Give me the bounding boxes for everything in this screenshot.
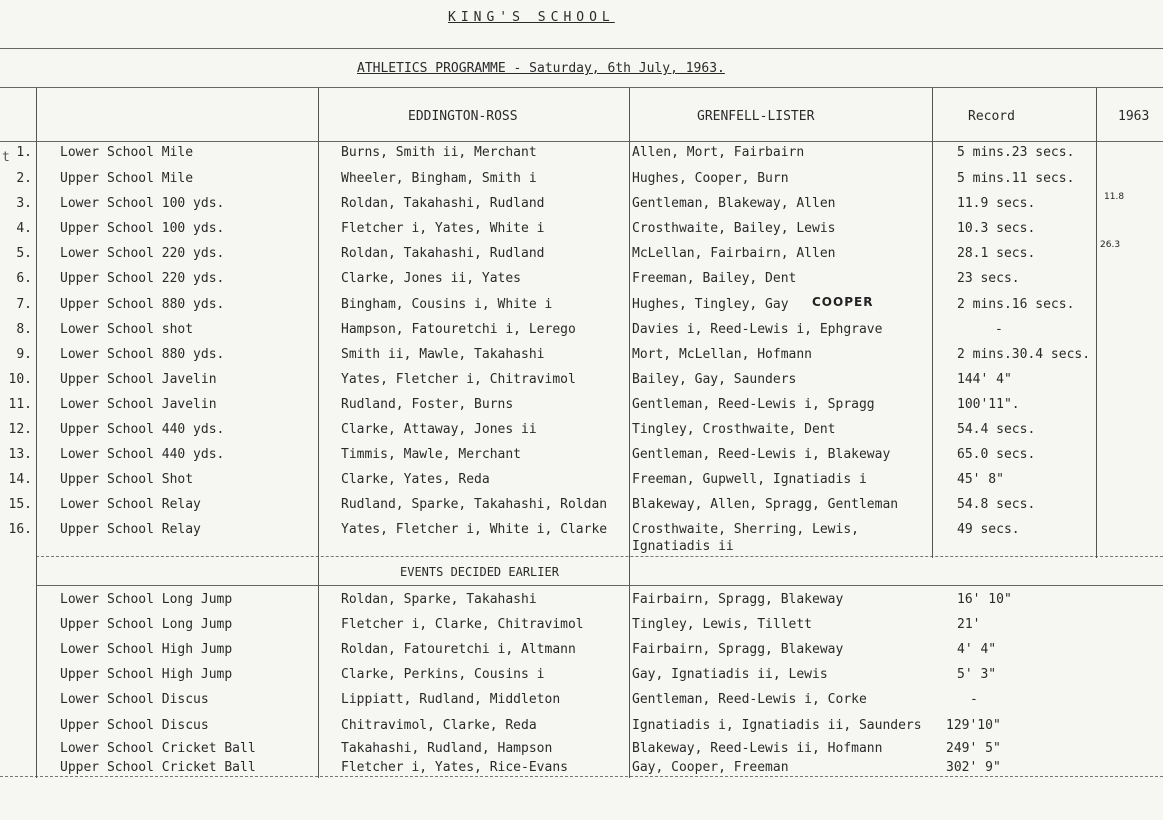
event-row — [0, 522, 1163, 556]
record-value: - — [995, 322, 1003, 337]
record-value: 45' 8" — [957, 472, 1004, 487]
grenfell-entrants: Tingley, Lewis, Tillett — [632, 617, 813, 632]
record-value: 54.4 secs. — [957, 422, 1036, 437]
event-name: Lower School High Jump — [60, 642, 233, 657]
event-row — [0, 322, 1163, 346]
event-name: Upper School 440 yds. — [60, 422, 225, 437]
event-name: Upper School Mile — [60, 171, 194, 186]
grenfell-entrants: Blakeway, Allen, Spragg, Gentleman — [632, 497, 899, 512]
event-number: 8. — [16, 322, 32, 337]
document-subtitle: ATHLETICS PROGRAMME - Saturday, 6th July, 1963. — [357, 61, 725, 76]
event-number: 12. — [8, 422, 32, 437]
grenfell-entrants: Gentleman, Blakeway, Allen — [632, 196, 836, 211]
event-row — [0, 246, 1163, 270]
grenfell-entrants: McLellan, Fairbairn, Allen — [632, 246, 836, 261]
grenfell-entrants-continued: Ignatiadis ii — [632, 539, 734, 554]
event-number: 11. — [8, 397, 32, 412]
margin-tick-mark: t — [2, 150, 10, 165]
section-heading-events-decided-earlier: EVENTS DECIDED EARLIER — [400, 565, 559, 579]
event-name: Lower School 220 yds. — [60, 246, 225, 261]
event-name: Upper School Long Jump — [60, 617, 233, 632]
grenfell-entrants: Bailey, Gay, Saunders — [632, 372, 797, 387]
handwritten-cooper-note: COOPER — [812, 295, 874, 309]
grenfell-entrants: Crosthwaite, Sherring, Lewis, — [632, 522, 859, 537]
eddington-entrants: Fletcher i, Yates, Rice-Evans — [341, 760, 568, 775]
earlier-event-row — [0, 667, 1163, 691]
eddington-entrants: Hampson, Fatouretchi i, Lerego — [341, 322, 576, 337]
record-value: 249' 5" — [946, 741, 1001, 756]
event-row — [0, 372, 1163, 396]
grenfell-entrants: Ignatiadis i, Ignatiadis ii, Saunders — [632, 718, 922, 733]
grenfell-entrants: Gentleman, Reed-Lewis i, Corke — [632, 692, 867, 707]
eddington-entrants: Clarke, Yates, Reda — [341, 472, 490, 487]
event-name: Lower School Long Jump — [60, 592, 233, 607]
grenfell-entrants: Davies i, Reed-Lewis i, Ephgrave — [632, 322, 883, 337]
event-number: 10. — [8, 372, 32, 387]
earlier-event-row — [0, 718, 1163, 742]
grenfell-entrants: Tingley, Crosthwaite, Dent — [632, 422, 836, 437]
event-row — [0, 422, 1163, 446]
eddington-entrants: Clarke, Perkins, Cousins i — [341, 667, 545, 682]
eddington-entrants: Yates, Fletcher i, White i, Clarke — [341, 522, 608, 537]
grenfell-entrants: Freeman, Gupwell, Ignatiadis i — [632, 472, 867, 487]
event-row — [0, 196, 1163, 220]
grenfell-entrants: Allen, Mort, Fairbairn — [632, 145, 805, 160]
event-name: Lower School 880 yds. — [60, 347, 225, 362]
event-name: Upper School Relay — [60, 522, 201, 537]
event-number: 1. — [16, 145, 32, 160]
event-name: Upper School 220 yds. — [60, 271, 225, 286]
event-row — [0, 221, 1163, 245]
event-number: 9. — [16, 347, 32, 362]
event-name: Lower School Javelin — [60, 397, 217, 412]
event-row — [0, 171, 1163, 195]
event-name: Upper School High Jump — [60, 667, 233, 682]
event-number: 2. — [16, 171, 32, 186]
header-grenfell-lister: GRENFELL-LISTER — [697, 109, 815, 124]
event-number: 13. — [8, 447, 32, 462]
eddington-entrants: Takahashi, Rudland, Hampson — [341, 741, 553, 756]
event-row — [0, 447, 1163, 471]
grenfell-entrants: Crosthwaite, Bailey, Lewis — [632, 221, 836, 236]
event-number: 5. — [16, 246, 32, 261]
grenfell-entrants: Mort, McLellan, Hofmann — [632, 347, 813, 362]
event-name: Lower School 100 yds. — [60, 196, 225, 211]
record-value: 100'11". — [957, 397, 1020, 412]
eddington-entrants: Roldan, Takahashi, Rudland — [341, 196, 545, 211]
grenfell-entrants: Fairbairn, Spragg, Blakeway — [632, 592, 844, 607]
eddington-entrants: Roldan, Sparke, Takahashi — [341, 592, 537, 607]
earlier-event-row — [0, 617, 1163, 641]
event-number: 7. — [16, 297, 32, 312]
event-number: 6. — [16, 271, 32, 286]
earlier-event-row — [0, 760, 1163, 784]
record-value: 11.9 secs. — [957, 196, 1036, 211]
event-row — [0, 347, 1163, 371]
event-name: Lower School shot — [60, 322, 194, 337]
record-value: 129'10" — [946, 718, 1001, 733]
record-value: 10.3 secs. — [957, 221, 1036, 236]
eddington-entrants: Wheeler, Bingham, Smith i — [341, 171, 537, 186]
grenfell-entrants: Gay, Cooper, Freeman — [632, 760, 789, 775]
record-value: 65.0 secs. — [957, 447, 1036, 462]
event-name: Upper School 880 yds. — [60, 297, 225, 312]
record-value: 49 secs. — [957, 522, 1020, 537]
grenfell-entrants: Blakeway, Reed-Lewis ii, Hofmann — [632, 741, 883, 756]
handwritten-1963-time-220yds: 26.3 — [1100, 240, 1121, 250]
event-row — [0, 397, 1163, 421]
handwritten-1963-time-100yds: 11.8 — [1104, 192, 1125, 202]
eddington-entrants: Smith ii, Mawle, Takahashi — [341, 347, 545, 362]
document-title: KING'S SCHOOL — [448, 10, 615, 25]
table-top-rule — [0, 87, 1163, 88]
record-value: - — [970, 692, 978, 707]
record-value: 54.8 secs. — [957, 497, 1036, 512]
event-name: Lower School Discus — [60, 692, 209, 707]
event-row — [0, 472, 1163, 496]
grenfell-entrants: Gentleman, Reed-Lewis i, Spragg — [632, 397, 875, 412]
record-value: 21' — [957, 617, 981, 632]
earlier-event-row — [0, 592, 1163, 616]
record-value: 5 mins.23 secs. — [957, 145, 1075, 160]
record-value: 2 mins.16 secs. — [957, 297, 1075, 312]
eddington-entrants: Rudland, Sparke, Takahashi, Roldan — [341, 497, 608, 512]
header-year: 1963 — [1118, 109, 1150, 124]
event-name: Lower School Cricket Ball — [60, 741, 256, 756]
event-number: 4. — [16, 221, 32, 236]
grenfell-entrants: Gay, Ignatiadis ii, Lewis — [632, 667, 828, 682]
event-number: 16. — [8, 522, 32, 537]
section-rule-2 — [36, 585, 1163, 586]
eddington-entrants: Fletcher i, Yates, White i — [341, 221, 545, 236]
eddington-entrants: Fletcher i, Clarke, Chitravimol — [341, 617, 584, 632]
grenfell-entrants: Hughes, Cooper, Burn — [632, 171, 789, 186]
event-row — [0, 145, 1163, 169]
earlier-event-row — [0, 642, 1163, 666]
event-name: Lower School Relay — [60, 497, 201, 512]
event-name: Lower School Mile — [60, 145, 194, 160]
grenfell-entrants: Freeman, Bailey, Dent — [632, 271, 797, 286]
grenfell-entrants: Fairbairn, Spragg, Blakeway — [632, 642, 844, 657]
header-eddington-ross: EDDINGTON-ROSS — [408, 109, 518, 124]
event-name: Upper School Cricket Ball — [60, 760, 256, 775]
eddington-entrants: Burns, Smith ii, Merchant — [341, 145, 537, 160]
event-row — [0, 271, 1163, 295]
eddington-entrants: Clarke, Attaway, Jones ii — [341, 422, 537, 437]
header-record: Record — [968, 109, 1015, 124]
section-rule-1 — [36, 556, 1163, 557]
event-row — [0, 297, 1163, 321]
record-value: 5 mins.11 secs. — [957, 171, 1075, 186]
record-value: 144' 4" — [957, 372, 1012, 387]
record-value: 5' 3" — [957, 667, 997, 682]
grenfell-entrants: Gentleman, Reed-Lewis i, Blakeway — [632, 447, 891, 462]
earlier-event-row — [0, 692, 1163, 716]
record-value: 28.1 secs. — [957, 246, 1036, 261]
eddington-entrants: Timmis, Mawle, Merchant — [341, 447, 522, 462]
record-value: 23 secs. — [957, 271, 1020, 286]
eddington-entrants: Bingham, Cousins i, White i — [341, 297, 553, 312]
record-value: 302' 9" — [946, 760, 1001, 775]
eddington-entrants: Rudland, Foster, Burns — [341, 397, 514, 412]
event-name: Upper School Discus — [60, 718, 209, 733]
rule-top — [0, 48, 1163, 49]
event-number: 3. — [16, 196, 32, 211]
event-row — [0, 497, 1163, 521]
event-number: 15. — [8, 497, 32, 512]
eddington-entrants: Roldan, Takahashi, Rudland — [341, 246, 545, 261]
eddington-entrants: Chitravimol, Clarke, Reda — [341, 718, 537, 733]
record-value: 2 mins.30.4 secs. — [957, 347, 1091, 362]
event-name: Upper School Javelin — [60, 372, 217, 387]
event-name: Upper School Shot — [60, 472, 194, 487]
event-name: Lower School 440 yds. — [60, 447, 225, 462]
record-value: 4' 4" — [957, 642, 997, 657]
grenfell-entrants: Hughes, Tingley, Gay — [632, 297, 789, 312]
eddington-entrants: Lippiatt, Rudland, Middleton — [341, 692, 561, 707]
eddington-entrants: Clarke, Jones ii, Yates — [341, 271, 522, 286]
header-bottom-rule — [0, 141, 1163, 142]
event-number: 14. — [8, 472, 32, 487]
eddington-entrants: Yates, Fletcher i, Chitravimol — [341, 372, 576, 387]
eddington-entrants: Roldan, Fatouretchi i, Altmann — [341, 642, 576, 657]
event-name: Upper School 100 yds. — [60, 221, 225, 236]
record-value: 16' 10" — [957, 592, 1012, 607]
